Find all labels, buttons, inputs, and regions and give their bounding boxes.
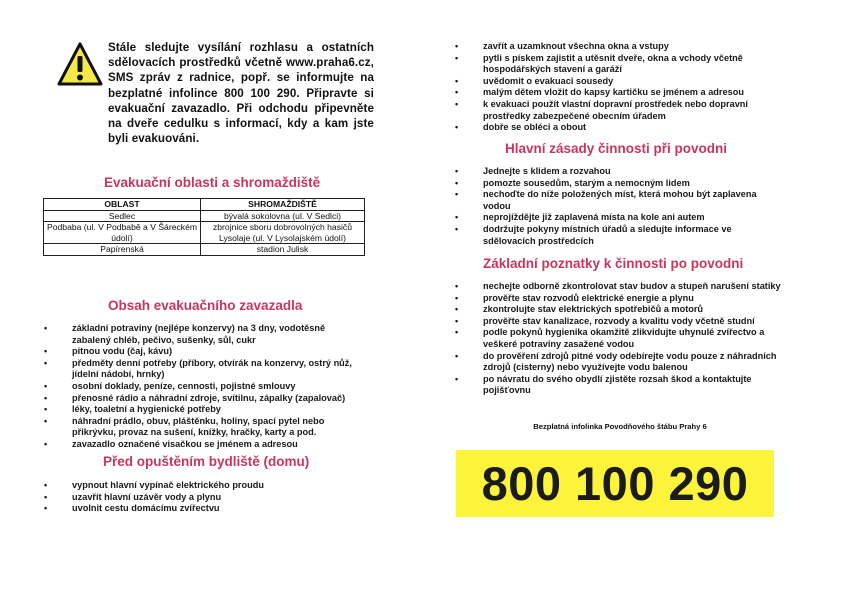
list-item: • dobře se obléci a obout (483, 122, 783, 134)
before-leaving-list (72, 480, 362, 515)
warning-triangle-icon (57, 42, 103, 86)
luggage-title: Obsah evakuačního zavazadla (108, 298, 303, 313)
list-item: • zavazadlo označené visačkou se jménem a adresou (72, 439, 362, 451)
before-leaving-title: Před opuštěním bydliště (domu) (103, 454, 310, 469)
luggage-list (72, 323, 362, 451)
list-item: • zavřít a uzamknout všechna okna a vstupy (483, 41, 783, 53)
table-row (44, 222, 365, 244)
table-row (44, 244, 365, 256)
list-item: • zkontrolujte stav elektrických spotřebičů a motorů (483, 304, 783, 316)
table-header: OBLAST (44, 199, 201, 211)
list-item: • do prověření zdrojů pitné vody odebírejte vodu pouze z náhradních zdrojů (cisterny) nebo využívejte vodu balenou (483, 351, 783, 374)
list-item: • neprojíždějte již zaplavená místa na kole ani autem (483, 212, 783, 224)
during-flood-list (483, 166, 783, 247)
table-cell: Papírenská (44, 244, 201, 256)
table-header: SHROMAŽDIŠTĚ (201, 199, 365, 211)
list-item: • malým dětem vložit do kapsy kartičku se jménem a adresou (483, 87, 783, 99)
list-item: • prověřte stav kanalizace, rozvody a kvalitu vody včetně studní (483, 316, 783, 328)
list-item: • uzavřít hlavní uzávěr vody a plynu (72, 492, 362, 504)
list-item: • pomozte sousedům, starým a nemocným lidem (483, 178, 783, 190)
list-item: • pytli s pískem zajistit a utěsnit dveře, okna a vchody včetně hospodářských stavení a garáží (483, 53, 783, 76)
before-leaving-list-continued (483, 41, 783, 134)
list-item: • pitnou vodu (čaj, kávu) (72, 346, 362, 358)
table-cell: Podbaba (ul. V Podbabě a V Šáreckém údolí) (44, 222, 201, 244)
evacuation-areas-title: Evakuační oblasti a shromaždiště (104, 175, 321, 190)
list-item: • náhradní prádlo, obuv, pláštěnku, holiny, spací pytel nebo přikrývku, provaz na sušení, knížky, hračky, karty a pod. (72, 416, 362, 439)
list-item: • základní potraviny (nejlépe konzervy) na 3 dny, vodotěsně zabalený chléb, pečivo, sušenky, sůl, cukr (72, 323, 362, 346)
list-item: • nechoďte do níže položených míst, která mohou být zaplavena vodou (483, 189, 783, 212)
list-item: • nechejte odborně zkontrolovat stav budov a stupeň narušení statiky (483, 281, 783, 293)
list-item: • podle pokynů hygienika okamžitě zlikvidujte uhynulé zvířectvo a veškeré potraviny zasažené vodou (483, 327, 783, 350)
list-item: • k evakuaci použít vlastní dopravní prostředek nebo dopravní prostředky zabezpečené obecním úřadem (483, 99, 783, 122)
infoline-phone-number: 800 100 290 (456, 450, 774, 517)
list-item: • uvědomit o evakuaci sousedy (483, 76, 783, 88)
table-cell: zbrojnice sboru dobrovolných hasičů Lysolaje (ul. V Lysolajském údolí) (201, 222, 365, 244)
table-cell: Sedlec (44, 210, 201, 222)
table-header-row (44, 199, 365, 211)
table-cell: stadion Julisk (201, 244, 365, 256)
list-item: • dodržujte pokyny místních úřadů a sledujte informace ve sdělovacích prostředcích (483, 224, 783, 247)
infoline-label: Bezplatná infolinka Povodňového štábu Prahy 6 (533, 422, 707, 431)
list-item: • osobní doklady, peníze, cennosti, pojistné smlouvy (72, 381, 362, 393)
table-cell: bývalá sokolovna (ul. V Sedlci) (201, 210, 365, 222)
warning-text: Stále sledujte vysílání rozhlasu a ostatních sdělovacích prostředků včetně www.praha6.cz, SMS zpráv z radnice, popř. se informujte na bezplatné infolince 800 100 290. Připravte si evakuační zavazadlo. Při odchodu připevněte na dveře cedulku s informací, kdy a kam jste byli evakuováni. (108, 41, 374, 146)
list-item: • předměty denní potřeby (příbory, otvírák na konzervy, ostrý nůž, jídelní nádobí, hrnky) (72, 358, 362, 381)
after-flood-title: Základní poznatky k činnosti po povodni (483, 256, 744, 271)
list-item: • vypnout hlavní vypínač elektrického proudu (72, 480, 362, 492)
after-flood-list (483, 281, 783, 397)
table-row (44, 210, 365, 222)
list-item: • uvolnit cestu domácímu zvířectvu (72, 503, 362, 515)
during-flood-title: Hlavní zásady činnosti při povodni (505, 141, 728, 156)
evacuation-areas-table (43, 198, 365, 256)
list-item: • po návratu do svého obydlí zjistěte rozsah škod a kontaktujte pojišťovnu (483, 374, 783, 397)
list-item: • přenosné rádio a náhradní zdroje, svítilnu, zápalky (zapalovač) (72, 393, 362, 405)
list-item: • Jednejte s klidem a rozvahou (483, 166, 783, 178)
list-item: • léky, toaletní a hygienické potřeby (72, 404, 362, 416)
list-item: • prověřte stav rozvodů elektrické energie a plynu (483, 293, 783, 305)
